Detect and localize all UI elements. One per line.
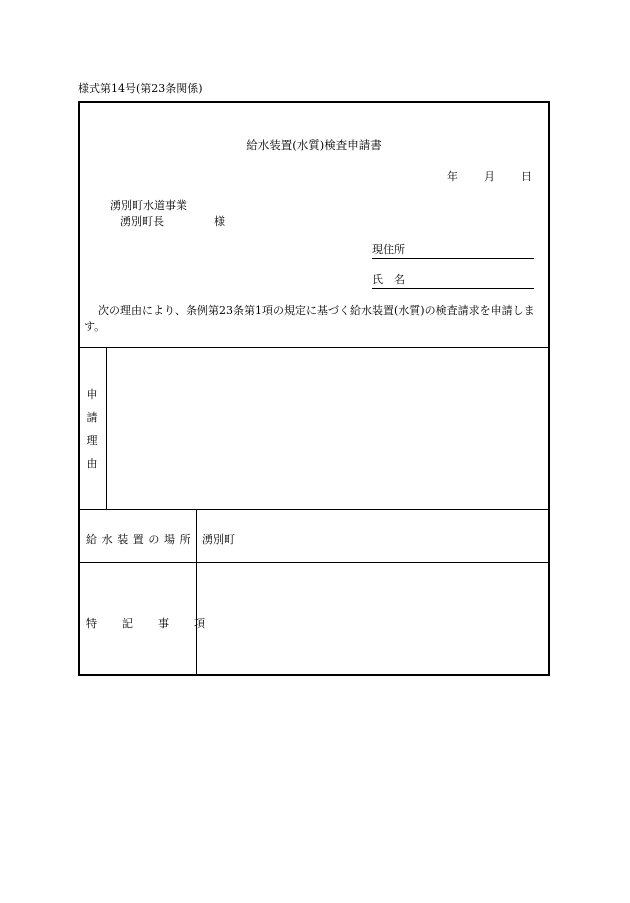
addressee-line-1: 湧別町水道事業	[110, 199, 187, 212]
addressee-line-2: 湧別町長	[120, 215, 164, 228]
form-title: 給水装置(水質)検査申請書	[246, 138, 382, 152]
divider	[106, 347, 107, 509]
reason-label-char: 請	[86, 411, 98, 424]
date-field[interactable]	[447, 168, 532, 184]
form-number-label: 様式第14号(第23条関係)	[78, 82, 203, 95]
name-field[interactable]	[372, 272, 534, 289]
year-label: 年	[447, 170, 458, 183]
location-field[interactable]: 湧別町	[202, 533, 235, 546]
address-label: 現住所	[372, 243, 405, 256]
divider	[80, 562, 548, 563]
special-notes-field[interactable]	[198, 564, 546, 672]
month-label: 月	[484, 170, 495, 183]
divider	[80, 509, 548, 510]
location-label: 給水装置の場所	[86, 533, 196, 546]
reason-label-char: 申	[86, 388, 98, 401]
application-form	[78, 101, 550, 676]
divider	[80, 347, 548, 348]
reason-field[interactable]	[108, 349, 546, 507]
reason-label-char: 理	[86, 434, 98, 447]
name-label: 氏 名	[372, 273, 405, 286]
request-statement: 次の理由により、条例第23条第1項の規定に基づく給水装置(水質)の検査請求を申請します。	[84, 304, 535, 333]
address-field[interactable]	[372, 242, 534, 259]
reason-label	[84, 386, 100, 478]
addressee-honorific: 様	[214, 215, 225, 228]
reason-label-char: 由	[86, 457, 98, 470]
special-notes-label: 特記事項	[86, 617, 230, 630]
day-label: 日	[521, 170, 532, 183]
divider	[196, 509, 197, 676]
